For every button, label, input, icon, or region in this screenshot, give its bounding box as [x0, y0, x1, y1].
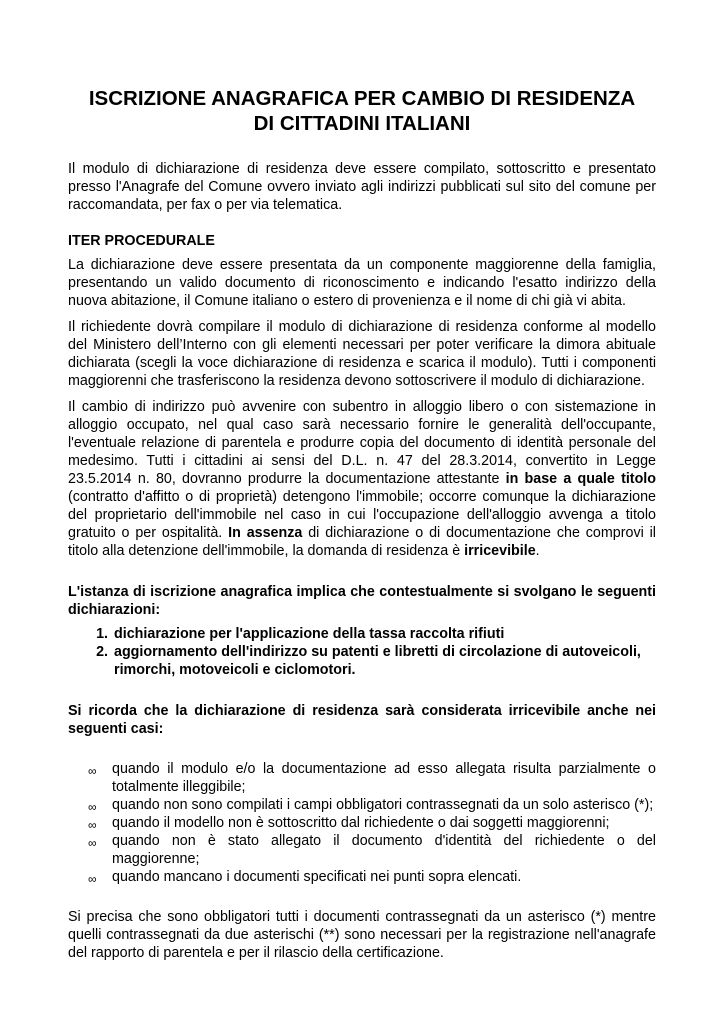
title-line-1: ISCRIZIONE ANAGRAFICA PER CAMBIO DI RESIDENZA: [88, 87, 636, 110]
text-segment: di dichiarazione o di documentazione che comprovi il titolo alla detenzione dell'immobile, la domanda di residenza è: [68, 525, 656, 559]
list-item-text: quando non è stato allegato il documento d'identità del richiedente o del maggiorenne;: [112, 833, 656, 867]
list-item-text: quando il modello non è sottoscritto dal richiedente o dai soggetti maggiorenni;: [112, 815, 610, 831]
list-item: [68, 868, 656, 886]
infinity-bullet-icon: ∞: [88, 800, 97, 814]
paragraph-module: Il richiedente dovrà compilare il modulo di dichiarazione di residenza conforme al modello del Ministero dell’Interno con gli elementi necessari per poter verificare la dimora abituale dichiarata (scegli la voce dichiarazione di residenza e scarica il modulo). Tutti i componenti maggiorenni che trasferiscono la residenza devono sottoscrivere il modulo di dichiarazione.: [68, 319, 656, 389]
list-item-text: quando il modulo e/o la documentazione ad esso allegata risulta parzialmente o totalmente illeggibile;: [112, 761, 656, 795]
bold-text-absence: In assenza: [228, 525, 303, 541]
bold-text-irricevibile: irricevibile: [464, 543, 536, 559]
list-item: [68, 760, 656, 796]
list-item: [68, 796, 656, 814]
text-segment: (contratto d'affitto o di proprietà) detengono l'immobile; occorre comunque la dichiarazione del proprietario dell'immobile nel caso in cui l'occupazione dell'alloggio avvenga a titolo gratuito o per ospitalità.: [68, 489, 656, 541]
list-item: 2. aggiornamento dell'indirizzo su patenti e libretti di circolazione di autoveicoli, rimorchi, motoveicoli e ciclomotori.: [112, 643, 656, 679]
infinity-bullet-icon: ∞: [88, 872, 97, 886]
list-item: [68, 832, 656, 868]
list-item-text: quando mancano i documenti specificati nei punti sopra elencati.: [112, 869, 522, 885]
declarations-lead: L'istanza di iscrizione anagrafica implica che contestualmente si svolgano le seguenti dichiarazioni:: [68, 584, 656, 618]
list-item: 1. dichiarazione per l'applicazione della tassa raccolta rifiuti: [112, 625, 656, 643]
cases-list: [68, 760, 656, 886]
declarations-list: [68, 625, 656, 679]
text-segment: .: [535, 543, 540, 559]
paragraph-address-change: [68, 398, 656, 560]
cases-lead: Si ricorda che la dichiarazione di residenza sarà considerata irricevibile anche nei seguenti casi:: [68, 703, 656, 737]
section-heading-iter: ITER PROCEDURALE: [68, 233, 215, 249]
bold-text-title: in base a quale titolo: [505, 471, 657, 487]
list-item-text: quando non sono compilati i campi obbligatori contrassegnati da un solo asterisco (*);: [112, 797, 654, 813]
text-segment: Il cambio di indirizzo può avvenire con subentro in alloggio libero o con sistemazione in alloggio occupato, nel qual caso sarà necessario fornire le generalità dell'occupante, l'eventuale relazione di parentela e produrre copia del documento di identità personale del medesimo. Tutti i cittadini ai sensi del D.L. n. 47 del 28.3.2014, convertito in Legge 23.5.2014 n. 80, dovranno produrre la documentazione attestante: [68, 399, 656, 487]
final-paragraph: Si precisa che sono obbligatori tutti i documenti contrassegnati da un asterisco (*) mentre quelli contrassegnati da due asterischi (**) sono necessari per la registrazione nell'anagrafe del rapporto di parentela e per il rilascio della certificazione.: [68, 909, 656, 961]
page-title: [68, 86, 656, 136]
document-page: [68, 86, 656, 962]
intro-paragraph: Il modulo di dichiarazione di residenza deve essere compilato, sottoscritto e presentato presso l'Anagrafe del Comune ovvero inviato agli indirizzi pubblicati sul sito del comune per raccomandata, per fax o per via telematica.: [68, 161, 656, 213]
infinity-bullet-icon: ∞: [88, 836, 97, 850]
infinity-bullet-icon: ∞: [88, 764, 97, 778]
paragraph-presentation: La dichiarazione deve essere presentata da un componente maggiorenne della famiglia, presentando un valido documento di riconoscimento e indicando l'esatto indirizzo della nuova abitazione, il Comune italiano o estero di provenienza e il nome di chi già vi abita.: [68, 257, 656, 309]
infinity-bullet-icon: ∞: [88, 818, 97, 832]
list-item: [68, 814, 656, 832]
title-line-2: DI CITTADINI ITALIANI: [253, 112, 471, 135]
